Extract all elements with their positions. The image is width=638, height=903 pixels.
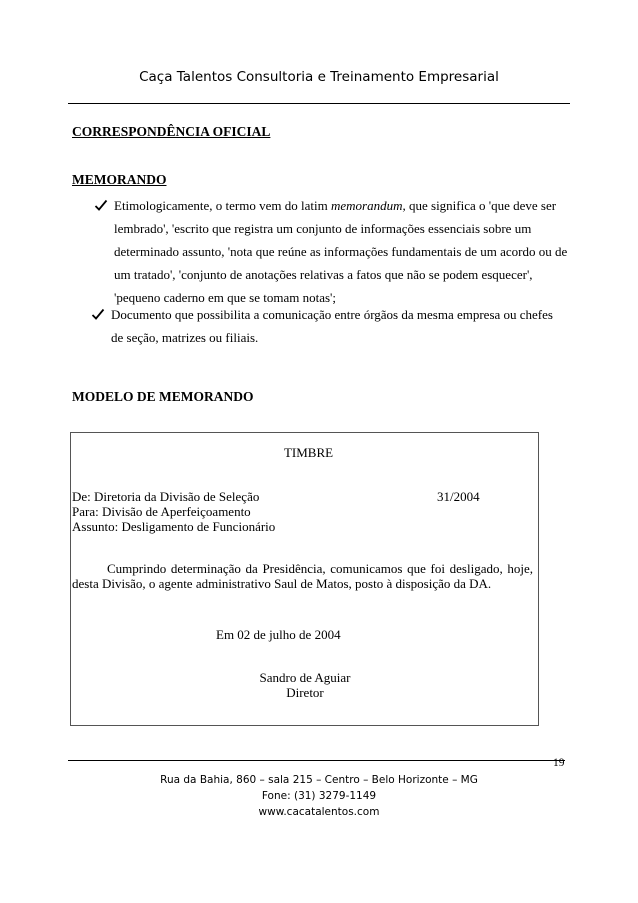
- memorando-title: MEMORANDO: [72, 172, 167, 187]
- page-number: 19: [553, 757, 565, 769]
- memo-from: De: Diretoria da Divisão de Seleção: [72, 489, 260, 504]
- memo-signer-name: Sandro de Aguiar: [259, 670, 351, 685]
- footer-divider: [68, 760, 565, 761]
- footer-website: www.cacatalentos.com: [258, 806, 380, 818]
- memo-to: Para: Divisão de Aperfeiçoamento: [72, 504, 251, 519]
- memo-subject: Assunto: Desligamento de Funcionário: [72, 519, 276, 534]
- bullet1-line4: um tratado', 'conjunto de anotações relativas a fatos que não se podem esquecer',: [114, 267, 533, 282]
- bullet2-line1: Documento que possibilita a comunicação entre órgãos da mesma empresa ou chefes: [111, 307, 553, 322]
- memo-signer-title: Diretor: [286, 685, 324, 700]
- checkmark-icon: [94, 197, 108, 213]
- latin-term: memorandum,: [330, 198, 406, 213]
- memo-date: Em 02 de julho de 2004: [216, 627, 341, 642]
- bullet1-line2: lembrado', 'escrito que registra um conjunto de informações essenciais sobre um: [114, 221, 532, 236]
- bullet2-line2: de seção, matrizes ou filiais.: [111, 330, 259, 345]
- footer-phone: Fone: (31) 3279-1149: [261, 790, 377, 802]
- bullet1-line3: determinado assunto, 'nota que reúne as informações fundamentais de um acordo ou de: [114, 244, 568, 259]
- bullet1-line5: 'pequeno caderno em que se tomam notas';: [114, 290, 337, 305]
- page-header-title: Caça Talentos Consultoria e Treinamento Empresarial: [139, 69, 499, 85]
- memo-body-line2: desta Divisão, o agente administrativo Saul de Matos, posto à disposição da DA.: [72, 576, 492, 591]
- modelo-title: MODELO DE MEMORANDO: [72, 389, 254, 404]
- footer-address: Rua da Bahia, 860 – sala 215 – Centro – Belo Horizonte – MG: [160, 774, 478, 786]
- bullet1-line1: Etimologicamente, o termo vem do latim memorandum, que significa o 'que deve ser: [114, 198, 557, 213]
- memo-timbre: TIMBRE: [283, 445, 334, 460]
- checkmark-icon: [91, 306, 105, 322]
- header-divider: [68, 103, 570, 104]
- section-title: CORRESPONDÊNCIA OFICIAL: [72, 124, 271, 139]
- memo-body-line1: Cumprindo determinação da Presidência, comunicamos que foi desligado, hoje,: [107, 561, 533, 576]
- memo-number: 31/2004: [437, 489, 480, 504]
